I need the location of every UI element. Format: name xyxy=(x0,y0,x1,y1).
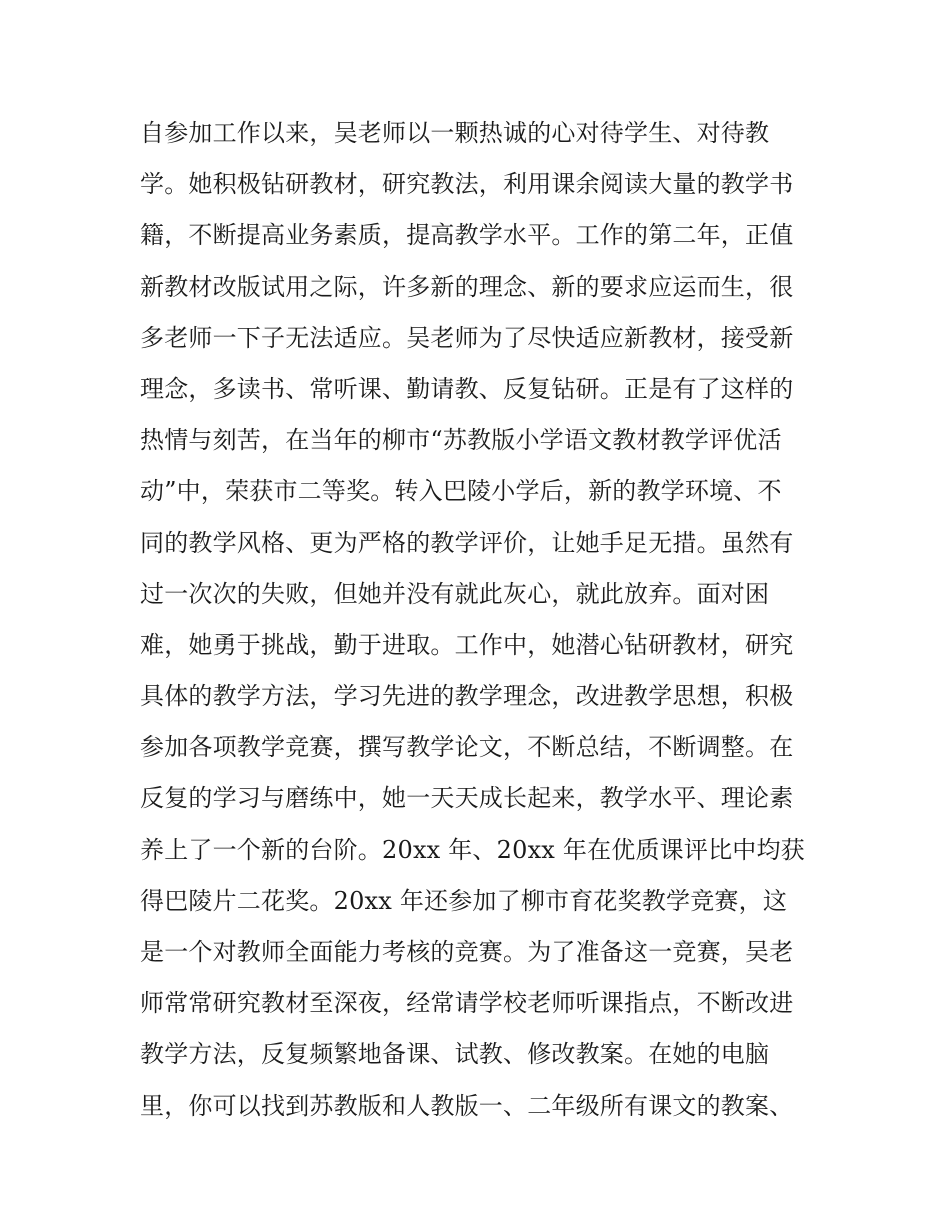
text-line-14: 反复的学习与磨练中，她一天天成长起来，教学水平、理论素 xyxy=(140,784,794,813)
text-line-1: 自参加工作以来，吴老师以一颗热诚的心对待学生、对待教 xyxy=(140,119,770,147)
text-line-13: 参加各项教学竞赛，撰写教学论文，不断总结，不断调整。在 xyxy=(140,733,794,762)
text-line-12: 具体的教学方法，学习先进的教学理念，改进教学思想，积极 xyxy=(140,682,794,711)
text-line-4: 新教材改版试用之际，许多新的理念、新的要求应运而生，很 xyxy=(140,272,794,301)
text-line-16: 得巴陵片二花奖。20xx 年还参加了柳市育花奖教学竞赛，这 xyxy=(140,886,788,915)
text-line-7: 热情与刻苦，在当年的柳市“苏教版小学语文教材教学评优活 xyxy=(140,426,782,455)
text-line-20: 里，你可以找到苏教版和人教版一、二年级所有课文的教案、 xyxy=(140,1091,794,1120)
text-line-9: 同的教学风格、更为严格的教学评价，让她手足无措。虽然有 xyxy=(140,528,794,557)
text-line-2: 学。她积极钻研教材，研究教法，利用课余阅读大量的教学书 xyxy=(140,170,794,199)
text-line-11: 难，她勇于挑战，勤于进取。工作中，她潜心钻研教材，研究 xyxy=(140,630,794,659)
text-line-10: 过一次次的失败，但她并没有就此灰心，就此放弃。面对困 xyxy=(140,579,770,608)
text-line-17: 是一个对教师全面能力考核的竞赛。为了准备这一竞赛，吴老 xyxy=(140,938,794,966)
text-line-15: 养上了一个新的台阶。20xx 年、20xx 年在优质课评比中均获 xyxy=(140,835,805,864)
text-line-3: 籍，不断提高业务素质，提高教学水平。工作的第二年，正值 xyxy=(140,221,794,250)
text-line-18: 师常常研究教材至深夜，经常请学校老师听课指点，不断改进 xyxy=(140,989,794,1018)
text-line-5: 多老师一下子无法适应。吴老师为了尽快适应新教材，接受新 xyxy=(140,323,794,352)
body-paragraph xyxy=(140,108,820,1132)
text-line-19: 教学方法，反复频繁地备课、试教、修改教案。在她的电脑 xyxy=(140,1040,770,1069)
text-line-6: 理念，多读书、常听课、勤请教、反复钻研。正是有了这样的 xyxy=(140,374,794,403)
text-line-8: 动”中，荣获市二等奖。转入巴陵小学后，新的教学环境、不 xyxy=(140,477,782,506)
